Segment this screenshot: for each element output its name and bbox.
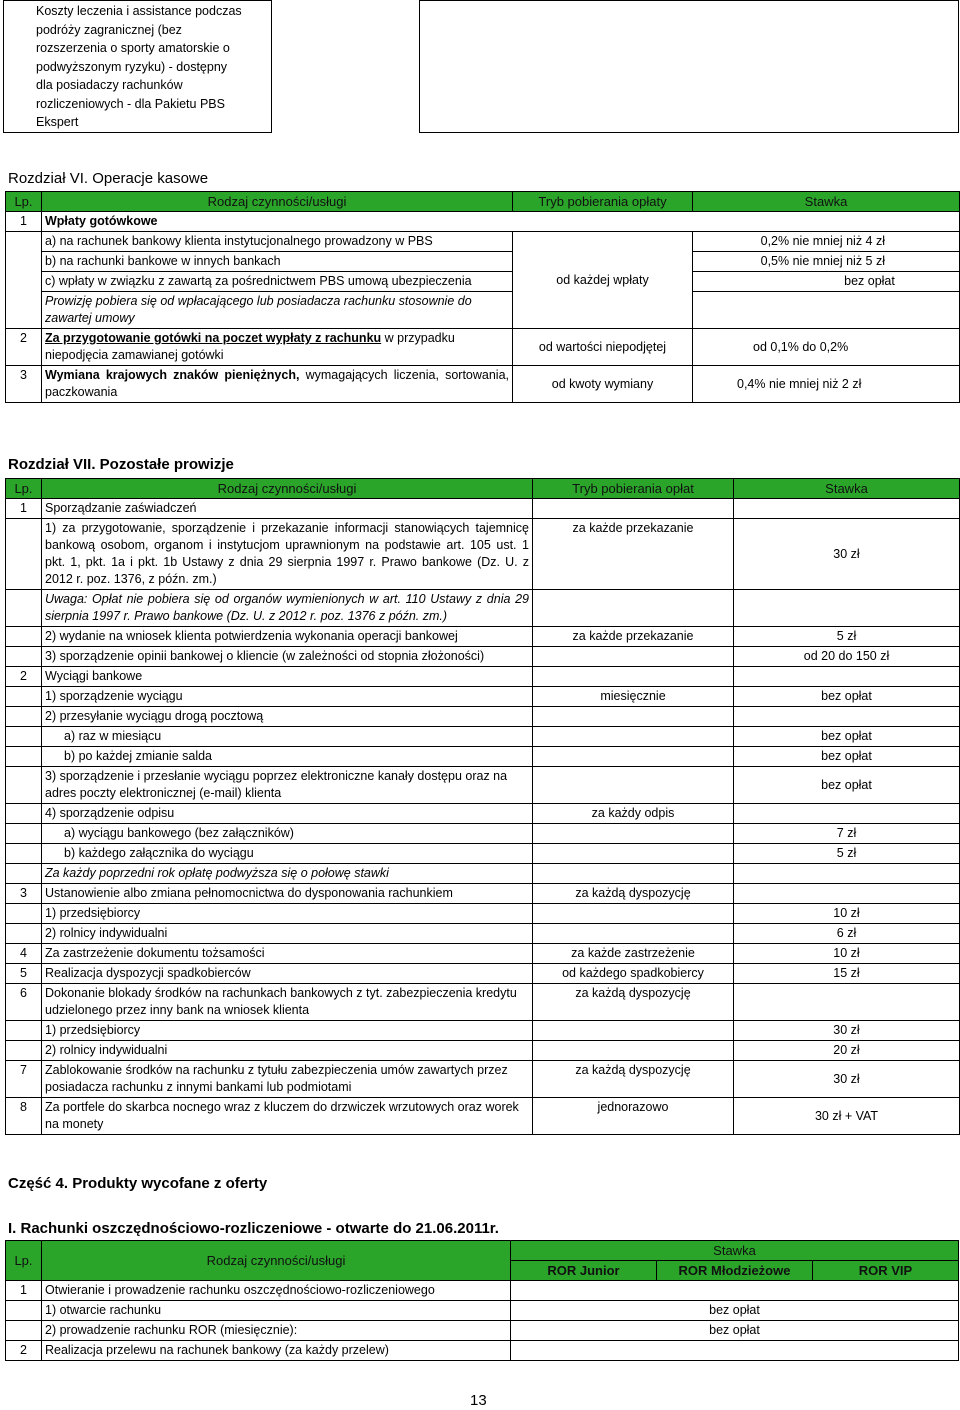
- row-name: 3) sporządzenie i przesłanie wyciągu poprzez elektroniczne kanały dostępu oraz na adres poczty elektronicznej (e-mail) klienta: [42, 767, 533, 804]
- row-name: [42, 329, 513, 366]
- row-mode: [533, 647, 734, 667]
- row-rate: [734, 984, 960, 1021]
- row-name-bold: Za przygotowanie gotówki na poczet wypłaty z rachunku: [45, 331, 382, 345]
- part-4-subtitle: I. Rachunki oszczędnościowo-rozliczeniowe - otwarte do 21.06.2011r.: [8, 1220, 499, 1237]
- table-row: [6, 627, 960, 647]
- row-name: 2) rolnicy indywidualni: [42, 924, 533, 944]
- row-name: 4) sporządzenie odpisu: [42, 804, 533, 824]
- header-lp: Lp.: [6, 192, 42, 212]
- table-row: [6, 212, 960, 232]
- table-row: [6, 499, 960, 519]
- row-name: c) wpłaty w związku z zawartą za pośrednictwem PBS umową ubezpieczenia: [42, 272, 513, 292]
- row-rate: bez opłat: [734, 687, 960, 707]
- row-no: 6: [6, 984, 42, 1021]
- top-box-gap: [272, 1, 420, 133]
- row-name: b) każdego załącznika do wyciągu: [42, 844, 533, 864]
- top-box-line: podwyższonym ryzyku) - dostępny: [36, 59, 228, 74]
- table-row: [6, 232, 960, 252]
- row-rate: 30 zł: [734, 1021, 960, 1041]
- row-name: a) raz w miesiącu: [42, 727, 533, 747]
- row-mode: za każdy odpis: [533, 804, 734, 824]
- row-name: Otwieranie i prowadzenie rachunku oszczędnościowo-rozliczeniowego: [42, 1281, 511, 1301]
- row-mode: [533, 924, 734, 944]
- row-mode: za każde przekazanie: [533, 627, 734, 647]
- row-name: 1) przedsiębiorcy: [42, 1021, 533, 1041]
- row-no: [6, 824, 42, 844]
- table-row: [6, 292, 960, 329]
- row-no: [6, 1041, 42, 1061]
- row-rate: [734, 864, 960, 884]
- table-row: [6, 272, 960, 292]
- table-row: [6, 647, 960, 667]
- row-mode: jednorazowo: [533, 1098, 734, 1135]
- row-mode: od każdej wpłaty: [513, 232, 693, 329]
- row-mode: za każde przekazanie: [533, 519, 734, 590]
- table-row: [6, 984, 960, 1021]
- row-name: Wpłaty gotówkowe: [42, 212, 960, 232]
- row-rate: 5 zł: [734, 844, 960, 864]
- row-rate: [734, 884, 960, 904]
- table-row: [6, 944, 960, 964]
- row-no: [6, 647, 42, 667]
- row-mode: za każdą dyspozycję: [533, 1061, 734, 1098]
- row-name: b) po każdej zmianie salda: [42, 747, 533, 767]
- row-mode: za każdą dyspozycję: [533, 984, 734, 1021]
- row-rate: 15 zł: [734, 964, 960, 984]
- row-rate: bez opłat: [734, 747, 960, 767]
- table-row: [6, 747, 960, 767]
- row-name: Ustanowienie albo zmiana pełnomocnictwa do dysponowania rachunkiem: [42, 884, 533, 904]
- table-row: [6, 964, 960, 984]
- table-row: [6, 1021, 960, 1041]
- table-row: [6, 924, 960, 944]
- row-no: 7: [6, 1061, 42, 1098]
- page-number: 13: [470, 1392, 487, 1409]
- row-name: Za zastrzeżenie dokumentu tożsamości: [42, 944, 533, 964]
- table-row: [6, 1301, 959, 1321]
- row-mode: [533, 1021, 734, 1041]
- row-name: 2) przesyłanie wyciągu drogą pocztową: [42, 707, 533, 727]
- row-name: 1) przedsiębiorcy: [42, 904, 533, 924]
- row-no: [6, 519, 42, 590]
- row-no: [6, 804, 42, 824]
- table-row: [6, 1041, 960, 1061]
- row-name-rest: w przypadku niepodjęcia zamawianej gotówki: [45, 331, 455, 362]
- header-mode: Tryb pobierania opłaty: [513, 192, 693, 212]
- row-note: Prowizję pobiera się od wpłacającego lub posiadacza rachunku stosownie do zawartej umowy: [42, 292, 513, 329]
- row-no: [6, 687, 42, 707]
- row-name: 1) za przygotowanie, sporządzenie i przekazanie informacji stanowiących tajemnicę bankową osobom, organom i instytucjom uprawnionym na podstawie art. 105 ust. 1 pkt. 1, pkt. 1a i pkt. 1b Ustawy z dnia 29 sierpnia 1997 r. Prawo bankowe (Dz. U. z 2012 r. poz. 1376, z późn. zm.): [42, 519, 533, 590]
- row-number: 2: [6, 329, 42, 366]
- top-box-table: [3, 0, 959, 133]
- row-rate: [734, 707, 960, 727]
- row-name: 2) prowadzenie rachunku ROR (miesięcznie):: [42, 1321, 511, 1341]
- row-name: Dokonanie blokady środków na rachunkach bankowych z tyt. zabezpieczenia kredytu udzielonego przez inny bank na wniosek klienta: [42, 984, 533, 1021]
- row-rate: bez opłat: [511, 1301, 959, 1321]
- table-row: [6, 667, 960, 687]
- row-no: 5: [6, 964, 42, 984]
- row-mode: od kwoty wymiany: [513, 366, 693, 403]
- row-rate: 0,4% nie mniej niż 2 zł: [693, 366, 960, 403]
- table-row: [6, 1061, 960, 1098]
- row-mode: [533, 904, 734, 924]
- row-rate: 10 zł: [734, 944, 960, 964]
- row-name: [42, 366, 513, 403]
- table-row: [6, 707, 960, 727]
- top-box-line: dla posiadaczy rachunków: [36, 78, 183, 92]
- table-row: [6, 252, 960, 272]
- row-name: 2) wydanie na wniosek klienta potwierdzenia wykonania operacji bankowej: [42, 627, 533, 647]
- header-mode: Tryb pobierania opłat: [533, 479, 734, 499]
- top-box-line: podróży zagranicznej (bez: [36, 22, 182, 37]
- table-row: [6, 1341, 959, 1361]
- table-row: [6, 727, 960, 747]
- row-mode: [533, 1041, 734, 1061]
- header-lp: Lp.: [6, 479, 42, 499]
- table-row: [6, 590, 960, 627]
- section-6-header: [6, 192, 960, 212]
- row-number: 1: [6, 212, 42, 232]
- header-rate: Stawka: [734, 479, 960, 499]
- header-ror-junior: ROR Junior: [511, 1261, 657, 1281]
- row-no: [6, 924, 42, 944]
- header-ror-mlodziezowe: ROR Młodzieżowe: [657, 1261, 813, 1281]
- header-name: Rodzaj czynności/usługi: [42, 192, 513, 212]
- table-row: [6, 1321, 959, 1341]
- row-rate: 10 zł: [734, 904, 960, 924]
- row-name: Sporządzanie zaświadczeń: [42, 499, 533, 519]
- row-mode: od wartości niepodjętej: [513, 329, 693, 366]
- table-row: [6, 329, 960, 366]
- part-4-table: [5, 1240, 959, 1361]
- row-mode: [533, 590, 734, 627]
- row-no: [6, 844, 42, 864]
- row-name: Za każdy poprzedni rok opłatę podwyższa się o połowę stawki: [42, 864, 533, 884]
- top-box-line: Koszty leczenia i assistance podczas: [36, 4, 242, 18]
- section-6-table: [5, 191, 960, 403]
- table-row: [6, 864, 960, 884]
- row-no: [6, 727, 42, 747]
- row-rate: [734, 499, 960, 519]
- row-rate: bez opłat: [511, 1321, 959, 1341]
- header-ror-vip: ROR VIP: [813, 1261, 959, 1281]
- row-name: b) na rachunki bankowe w innych bankach: [42, 252, 513, 272]
- row-rate: 20 zł: [734, 1041, 960, 1061]
- row-no: [6, 864, 42, 884]
- row-no: [6, 747, 42, 767]
- row-rate: 30 zł: [734, 519, 960, 590]
- row-rate: [734, 590, 960, 627]
- table-row: [6, 366, 960, 403]
- row-rate: 0,5% nie mniej niż 5 zł: [693, 252, 960, 272]
- section-6-title: Rozdział VI. Operacje kasowe: [8, 170, 209, 187]
- row-no: 4: [6, 944, 42, 964]
- row-mode: [533, 864, 734, 884]
- header-name: Rodzaj czynności/usługi: [42, 479, 533, 499]
- row-mode: [533, 824, 734, 844]
- table-row: [6, 767, 960, 804]
- row-rate: 30 zł: [734, 1061, 960, 1098]
- top-box-line: Ekspert: [36, 115, 79, 129]
- table-row: [6, 884, 960, 904]
- row-rate: 7 zł: [734, 824, 960, 844]
- row-rate: [734, 804, 960, 824]
- row-no: [6, 1021, 42, 1041]
- row-rate: 6 zł: [734, 924, 960, 944]
- top-box-line: rozszerzenia o sporty amatorskie o: [36, 41, 230, 55]
- row-name: Uwaga: Opłat nie pobiera się od organów wymienionych w art. 110 Ustawy z dnia 29 sierpnia 1997 r. Prawo bankowe (Dz. U. z 2012 r. poz. 1376 z późn. zm.): [42, 590, 533, 627]
- table-row: [6, 844, 960, 864]
- table-row: [6, 824, 960, 844]
- table-row: [6, 519, 960, 590]
- row-no: [6, 904, 42, 924]
- row-name: 2) rolnicy indywidualni: [42, 1041, 533, 1061]
- row-rate: bez opłat: [693, 272, 960, 292]
- top-box-line: rozliczeniowych - dla Pakietu PBS: [36, 96, 225, 111]
- row-name-rest: wymagających liczenia, sortowania, paczkowania: [45, 368, 510, 399]
- table-row: [6, 687, 960, 707]
- row-mode: [533, 499, 734, 519]
- table-row: [6, 1281, 959, 1301]
- row-name: Wyciągi bankowe: [42, 667, 533, 687]
- row-rate: 5 zł: [734, 627, 960, 647]
- row-name: Realizacja dyspozycji spadkobierców: [42, 964, 533, 984]
- row-rate: bez opłat: [734, 767, 960, 804]
- row-rate: od 0,1% do 0,2%: [693, 329, 960, 366]
- table-row: [6, 1098, 960, 1135]
- top-box-empty-cell: [420, 1, 959, 133]
- row-number: 1: [6, 1281, 42, 1301]
- row-name: Zablokowanie środków na rachunku z tytułu zabezpieczenia umów zawartych przez posiadacza rachunku z innymi bankami lub podmiotami: [42, 1061, 533, 1098]
- row-mode: [533, 667, 734, 687]
- section-7-table: [5, 478, 960, 1135]
- row-no: 8: [6, 1098, 42, 1135]
- row-rate: od 20 do 150 zł: [734, 647, 960, 667]
- part-4-title: Część 4. Produkty wycofane z oferty: [8, 1175, 268, 1192]
- row-no: [6, 590, 42, 627]
- header-rate: Stawka: [511, 1241, 959, 1261]
- row-name: 1) otwarcie rachunku: [42, 1301, 511, 1321]
- row-name: Realizacja przelewu na rachunek bankowy (za każdy przelew): [42, 1341, 511, 1361]
- row-no: 3: [6, 884, 42, 904]
- row-name: a) na rachunek bankowy klienta instytucjonalnego prowadzony w PBS: [42, 232, 513, 252]
- row-mode: miesięcznie: [533, 687, 734, 707]
- row-name: 1) sporządzenie wyciągu: [42, 687, 533, 707]
- row-number: 2: [6, 1341, 42, 1361]
- row-name: 3) sporządzenie opinii bankowej o kliencie (w zależności od stopnia złożoności): [42, 647, 533, 667]
- table-row: [6, 804, 960, 824]
- row-rate: bez opłat: [734, 727, 960, 747]
- row-rate: [734, 667, 960, 687]
- row-mode: za każde zastrzeżenie: [533, 944, 734, 964]
- row-no: 2: [6, 667, 42, 687]
- row-name-bold: Wymiana krajowych znaków pieniężnych,: [45, 368, 300, 382]
- row-no: [6, 767, 42, 804]
- row-name: a) wyciągu bankowego (bez załączników): [42, 824, 533, 844]
- part-4-header: [6, 1241, 959, 1261]
- row-no: [6, 707, 42, 727]
- row-rate: 0,2% nie mniej niż 4 zł: [693, 232, 960, 252]
- header-lp: Lp.: [6, 1241, 42, 1281]
- row-mode: [533, 767, 734, 804]
- row-mode: [533, 727, 734, 747]
- table-row: [6, 904, 960, 924]
- row-mode: za każdą dyspozycję: [533, 884, 734, 904]
- section-7-title: Rozdział VII. Pozostałe prowizje: [8, 456, 234, 473]
- row-rate: 30 zł + VAT: [734, 1098, 960, 1135]
- row-no: [6, 627, 42, 647]
- top-box-text: [4, 1, 272, 133]
- header-name: Rodzaj czynności/usługi: [42, 1241, 511, 1281]
- row-no: 1: [6, 499, 42, 519]
- row-mode: od każdego spadkobiercy: [533, 964, 734, 984]
- row-number: 3: [6, 366, 42, 403]
- row-mode: [533, 707, 734, 727]
- row-name: Za portfele do skarbca nocnego wraz z kluczem do drzwiczek wrzutowych oraz worek na monety: [42, 1098, 533, 1135]
- section-7-header: [6, 479, 960, 499]
- row-mode: [533, 844, 734, 864]
- row-mode: [533, 747, 734, 767]
- header-rate: Stawka: [693, 192, 960, 212]
